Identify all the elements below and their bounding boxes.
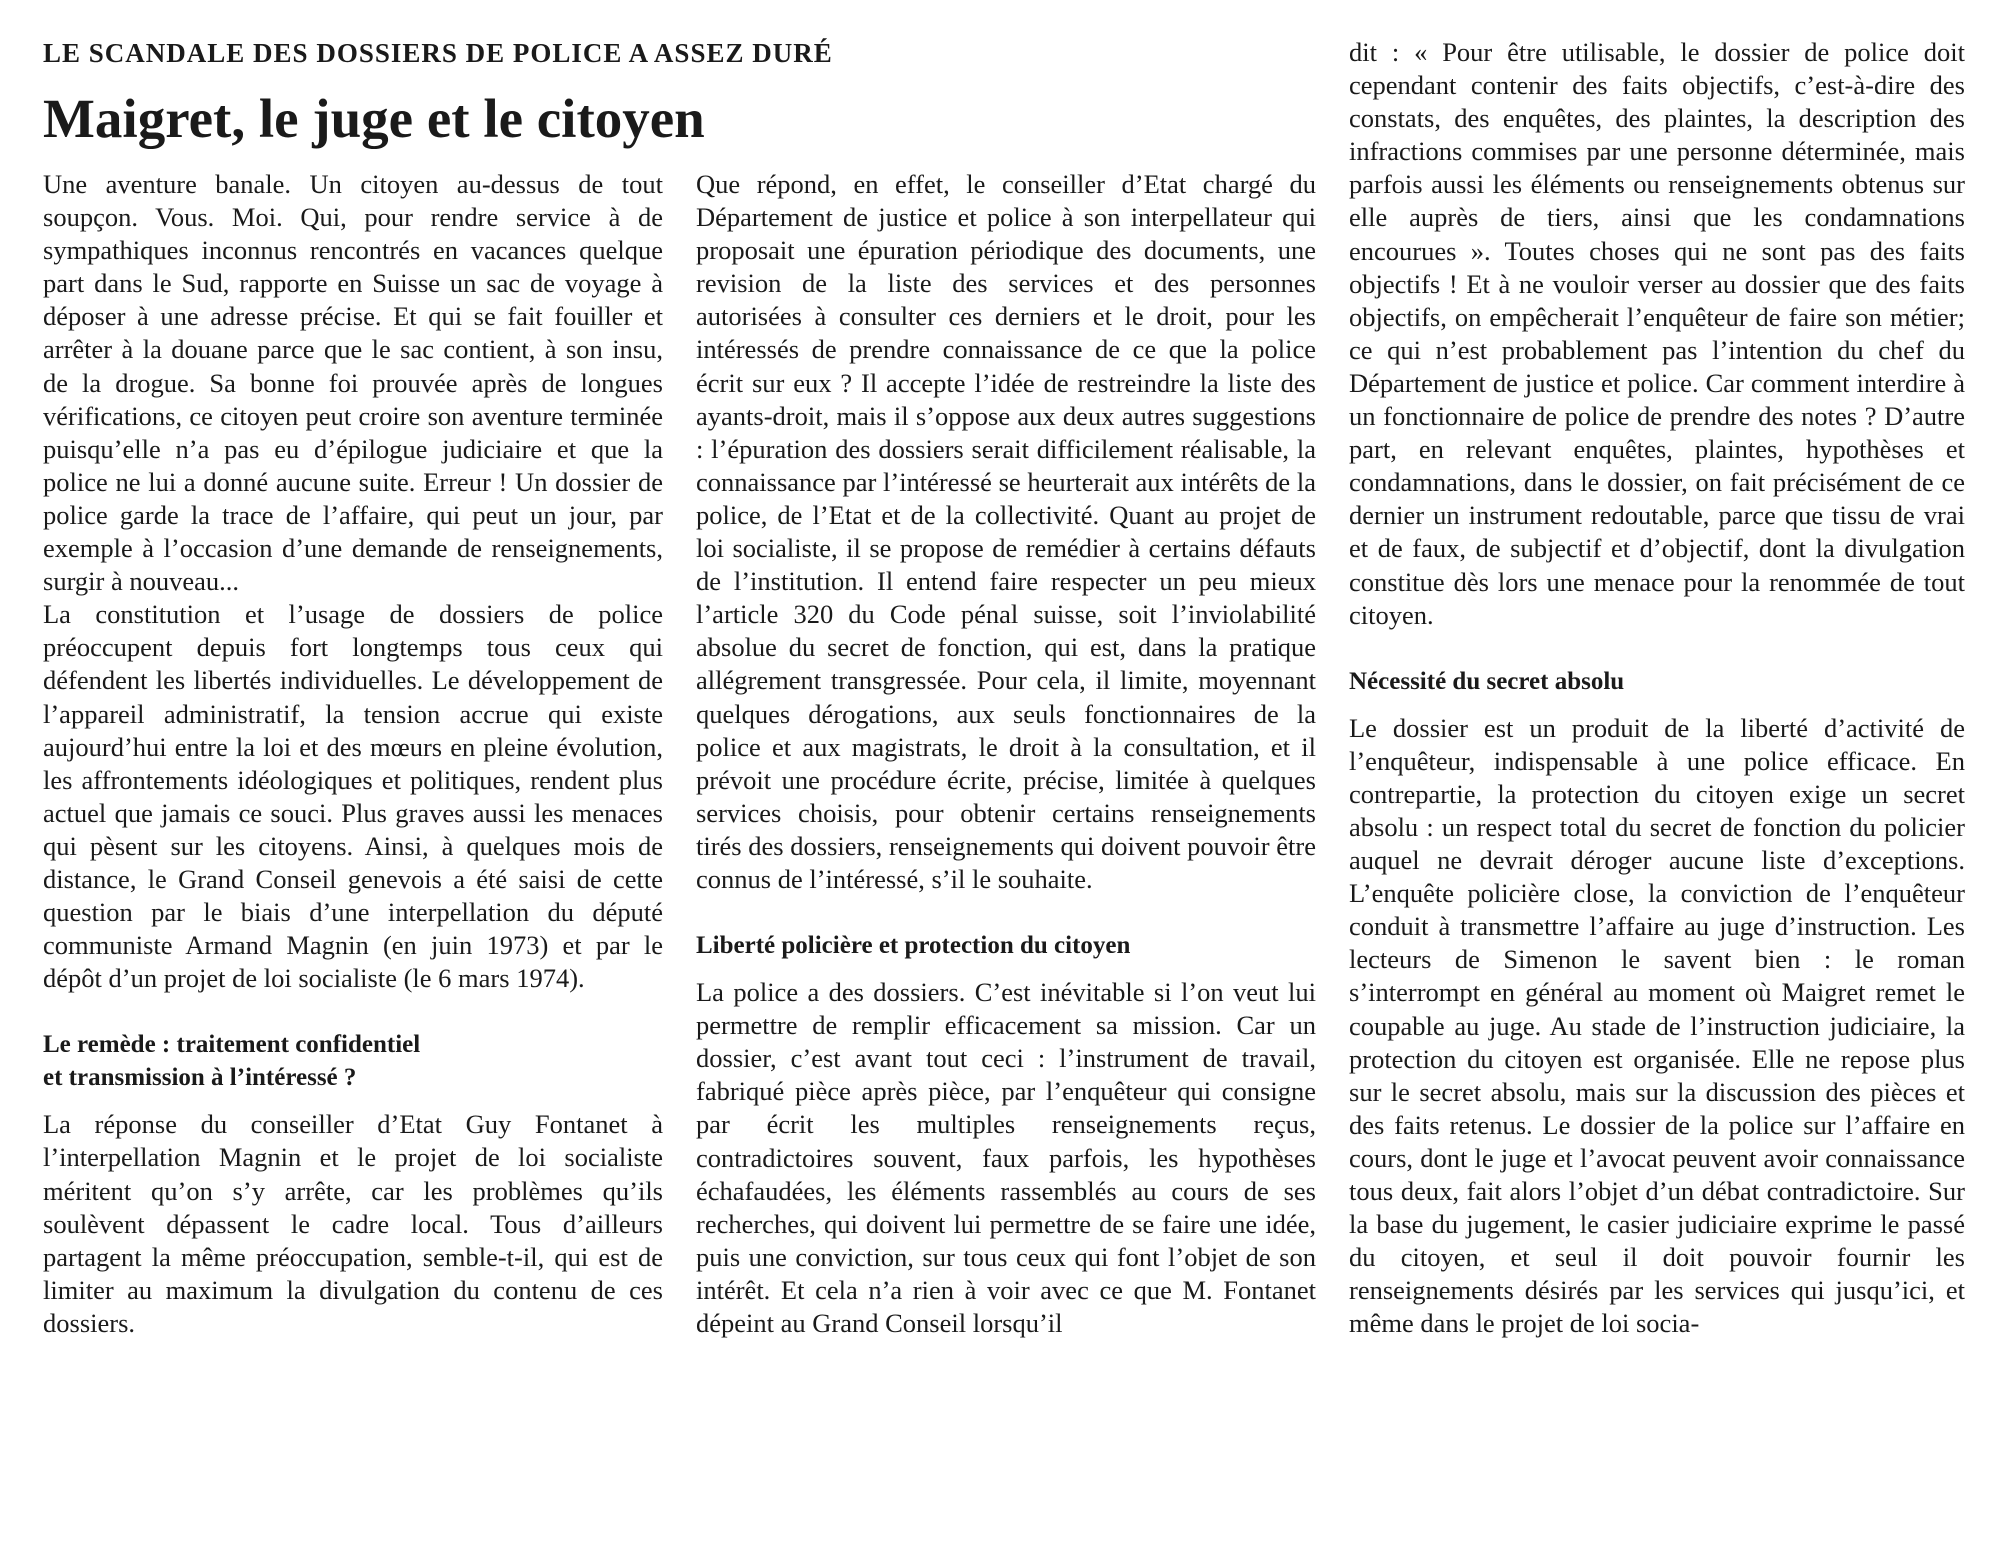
paragraph: dit : « Pour être utilisable, le dossier de police doit cependant contenir des faits objectifs, c’est-à-dire des constats, des enquêtes, des plaintes, la description des infractions commises par une personne déterminée, mais parfois aussi les éléments ou renseignements obtenus sur elle auprès de tiers, ainsi que les condamnations encourues ». Toutes choses qui ne sont pas des faits objectifs ! Et à ne vouloir verser au dossier que des faits objectifs, on empêcherait l’enquêteur de faire son métier; ce qui n’est probablement pas l’intention du chef du Département de justice et police. Car comment interdire à un fonctionnaire de police de prendre des notes ? D’autre part, en relevant enquêtes, plaintes, hypothèses et condamnations, dans le dossier, on fait précisément de ce dernier un instrument redoutable, parce que tissu de vrai et de faux, de subjectif et d’objectif, dont la divulgation constitue dès lors une menace pour la renommée de tout citoyen.	[1349, 37, 1965, 630]
paragraph: La police a des dossiers. C’est inévitable si l’on veut lui permettre de remplir efficacement sa mission. Car un dossier, c’est avant tout ceci : l’instrument de travail, fabriqué pièce après pièce, par l’enquêteur qui consigne par écrit les multiples renseignements reçus, contradictoires souvent, faux parfois, les hypothèses échafaudées, les éléments rassemblés au cours de ses recherches, qui doivent lui permettre de se faire une idée, puis une conviction, sur tous ceux qui font l’objet de son intérêt. Et cela n’a rien à voir avec ce que M. Fontanet dépeint au Grand Conseil lorsqu’il	[696, 977, 1316, 1338]
paragraph: Une aventure banale. Un citoyen au-dessus de tout soupçon. Vous. Moi. Qui, pour rendre service à de sympathiques inconnus rencontrés en vacances quelque part dans le Sud, rapporte en Suisse un sac de voyage à déposer à une adresse précise. Et qui se fait fouiller et arrêter à la douane parce que le sac contient, à son insu, de la drogue. Sa bonne foi prouvée après de longues vérifications, ce citoyen peut croire son aventure terminée puisqu’elle n’a pas eu d’épilogue judiciaire et que la police ne lui a donné aucune suite. Erreur ! Un dossier de police garde la trace de l’affaire, qui peut un jour, par exemple à l’occasion d’une demande de renseignements, surgir à nouveau...	[43, 169, 663, 597]
section-heading-line: et transmission à l’intéressé ?	[43, 1064, 357, 1092]
section-heading	[43, 1028, 663, 1094]
section-heading: Liberté policière et protection du citoyen	[696, 932, 1131, 960]
paragraph: Que répond, en effet, le conseiller d’Etat chargé du Département de justice et police à son interpellateur qui proposait une épuration périodique des documents, une revision de la liste des services et des personnes autorisées à consulter ces derniers et le droit, pour les intéressés de prendre connaissance de ce que la police écrit sur eux ? Il accepte l’idée de restreindre la liste des ayants-droit, mais il s’oppose aux deux autres suggestions : l’épuration des dossiers serait difficilement réalisable, la connaissance par l’intéressé se heurterait aux intérêts de la police, de l’Etat et de la collectivité. Quant au projet de loi socialiste, il se propose de remédier à certains défauts de l’institution. Il entend faire respecter un peu mieux l’article 320 du Code pénal suisse, soit l’inviolabilité absolue du secret de fonction, qui est, dans la pratique allégrement transgressée. Pour cela, il limite, moyennant quelques dérogations, aux seuls fonctionnaires de la police et aux magistrats, le droit à la consultation, et il prévoit une procédure écrite, précise, limitée à quelques services choisis, pour obtenir certains renseignements tirés des dossiers, renseignements qui doivent pouvoir être connus de l’intéressé, s’il le souhaite.	[696, 169, 1316, 894]
column-1	[43, 168, 663, 1340]
article-title: Maigret, le juge et le citoyen	[43, 88, 705, 149]
section-heading: Nécessité du secret absolu	[1349, 667, 1625, 695]
paragraph: La constitution et l’usage de dossiers de police préoccupent depuis fort longtemps tous ceux qui défendent les libertés individuelles. Le développement de l’appareil administratif, la tension accrue qui existe aujourd’hui entre la loi et des mœurs en pleine évolution, les affrontements idéologiques et politiques, rendent plus actuel que jamais ce souci. Plus graves aussi les menaces qui pèsent sur les citoyens. Ainsi, à quelques mois de distance, le Grand Conseil genevois a été saisi de cette question par le biais d’une interpellation du député communiste Armand Magnin (en juin 1973) et par le dépôt d’un projet de loi socialiste (le 6 mars 1974).	[43, 599, 663, 994]
column-3	[1349, 36, 1965, 1340]
paragraph: La réponse du conseiller d’Etat Guy Fontanet à l’interpellation Magnin et le projet de loi socialiste méritent qu’on s’y arrête, car les problèmes qu’ils soulèvent dépassent le cadre local. Tous d’ailleurs partagent la même préoccupation, semble-t-il, qui est de limiter au maximum la divulgation du contenu de ces dossiers.	[43, 1109, 663, 1338]
paragraph: Le dossier est un produit de la liberté d’activité de l’enquêteur, indispensable à une police efficace. En contrepartie, la protection du citoyen exige un secret absolu : un respect total du secret de fonction du policier auquel ne devrait déroger aucune liste d’exceptions. L’enquête policière close, la conviction de l’enquêteur conduit à transmettre l’affaire au juge d’instruction. Les lecteurs de Simenon le savent bien : le roman s’interrompt en général au moment où Maigret remet le coupable au juge. Au stade de l’instruction judiciaire, la protection du citoyen est organisée. Elle ne repose plus sur le secret absolu, mais sur la discussion des pièces et des faits retenus. Le dossier de la police sur l’affaire en cours, dont le juge et l’avocat peuvent avoir connaissance tous deux, fait alors l’objet d’un débat contradictoire. Sur la base du jugement, le casier judiciaire exprime le passé du citoyen, et seul il doit pouvoir fournir les renseignements désirés par les services qui jusqu’ici, et même dans le projet de loi socia-	[1349, 712, 1965, 1339]
section-heading-line: Le remède : traitement confidentiel	[43, 1031, 421, 1059]
article-kicker: LE SCANDALE DES DOSSIERS DE POLICE A ASSEZ DURÉ	[43, 38, 833, 68]
column-2	[696, 168, 1316, 1340]
